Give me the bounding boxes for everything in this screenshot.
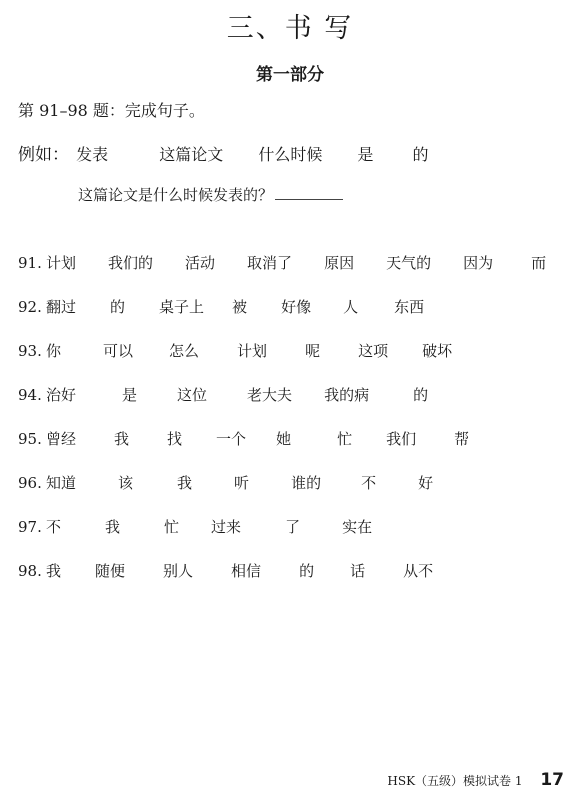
part-title: 第一部分 xyxy=(256,65,324,85)
question-word: 该 xyxy=(118,474,134,492)
question-word: 相信 xyxy=(231,562,262,580)
example-word: 什么时候 xyxy=(258,145,323,164)
answer-line xyxy=(275,199,343,200)
question-word: 东西 xyxy=(394,298,425,316)
example-answer-row xyxy=(78,184,343,205)
question-word: 话 xyxy=(350,562,366,580)
question-word: 我 xyxy=(177,474,193,492)
question-word: 的 xyxy=(299,562,315,580)
question-word: 呢 xyxy=(305,342,321,360)
question-word: 不 xyxy=(46,518,62,536)
question-word: 我们 xyxy=(386,430,417,448)
example-word: 这篇论文 xyxy=(159,145,224,164)
example-word: 发表 xyxy=(76,145,109,164)
question-number: 92. xyxy=(18,298,42,316)
question-word: 这项 xyxy=(358,342,389,360)
question-word: 我们的 xyxy=(108,254,154,272)
question-word: 随便 xyxy=(95,562,126,580)
question-word: 而 xyxy=(531,254,547,272)
question-word: 我 xyxy=(46,562,62,580)
example-word: 是 xyxy=(357,145,374,164)
question-word: 老大夫 xyxy=(247,386,293,404)
footer-text: HSK（五级）模拟试卷 1 xyxy=(387,774,523,788)
question-word: 的 xyxy=(413,386,429,404)
question-word: 活动 xyxy=(185,254,216,272)
question-word: 因为 xyxy=(463,254,494,272)
question-number: 94. xyxy=(18,386,42,404)
question-word: 桌子上 xyxy=(159,298,205,316)
question-word: 找 xyxy=(167,430,183,448)
question-number: 95. xyxy=(18,430,42,448)
question-word: 被 xyxy=(232,298,248,316)
question-word: 曾经 xyxy=(46,430,77,448)
question-word: 谁的 xyxy=(291,474,322,492)
question-word: 我 xyxy=(114,430,130,448)
question-word: 知道 xyxy=(46,474,77,492)
question-word: 的 xyxy=(110,298,126,316)
question-row xyxy=(18,296,424,317)
example-label: 例如： xyxy=(18,145,69,165)
instruction: 第 91–98 题：完成句子。 xyxy=(18,101,205,120)
page-number: 17 xyxy=(540,770,564,790)
question-row xyxy=(18,516,372,537)
question-word: 一个 xyxy=(216,430,247,448)
question-row xyxy=(18,428,469,449)
question-word: 了 xyxy=(285,518,301,536)
question-word: 忙 xyxy=(164,518,180,536)
question-word: 计划 xyxy=(46,254,77,272)
question-word: 人 xyxy=(343,298,359,316)
example-word: 的 xyxy=(412,145,429,164)
question-row xyxy=(18,560,433,581)
question-number: 97. xyxy=(18,518,42,536)
question-word: 她 xyxy=(276,430,292,448)
question-word: 从不 xyxy=(403,562,434,580)
section-title: 三、书 写 xyxy=(226,13,354,44)
example-answer: 这篇论文是什么时候发表的？ xyxy=(78,186,274,204)
question-word: 别人 xyxy=(163,562,194,580)
question-row xyxy=(18,472,433,493)
question-word: 这位 xyxy=(177,386,208,404)
question-word: 好像 xyxy=(281,298,312,316)
question-word: 天气的 xyxy=(386,254,432,272)
question-row xyxy=(18,252,546,273)
question-word: 好 xyxy=(418,474,434,492)
question-number: 91. xyxy=(18,254,42,272)
question-word: 过来 xyxy=(211,518,242,536)
question-number: 96. xyxy=(18,474,42,492)
question-word: 实在 xyxy=(342,518,373,536)
question-word: 取消了 xyxy=(247,254,293,272)
question-word: 是 xyxy=(122,386,138,404)
question-word: 治好 xyxy=(46,386,77,404)
question-word: 怎么 xyxy=(169,342,200,360)
question-word: 我 xyxy=(105,518,121,536)
question-word: 听 xyxy=(234,474,250,492)
question-word: 计划 xyxy=(237,342,268,360)
question-word: 不 xyxy=(361,474,377,492)
question-word: 可以 xyxy=(103,342,134,360)
example-row xyxy=(18,140,429,165)
question-number: 93. xyxy=(18,342,42,360)
question-word: 忙 xyxy=(337,430,353,448)
question-word: 我的病 xyxy=(324,386,370,404)
question-row xyxy=(18,384,428,405)
question-row xyxy=(18,340,452,361)
question-word: 原因 xyxy=(324,254,355,272)
question-number: 98. xyxy=(18,562,42,580)
question-word: 翻过 xyxy=(46,298,77,316)
question-word: 你 xyxy=(46,342,62,360)
question-word: 帮 xyxy=(454,430,470,448)
question-word: 破坏 xyxy=(422,342,453,360)
page-footer xyxy=(387,770,564,790)
